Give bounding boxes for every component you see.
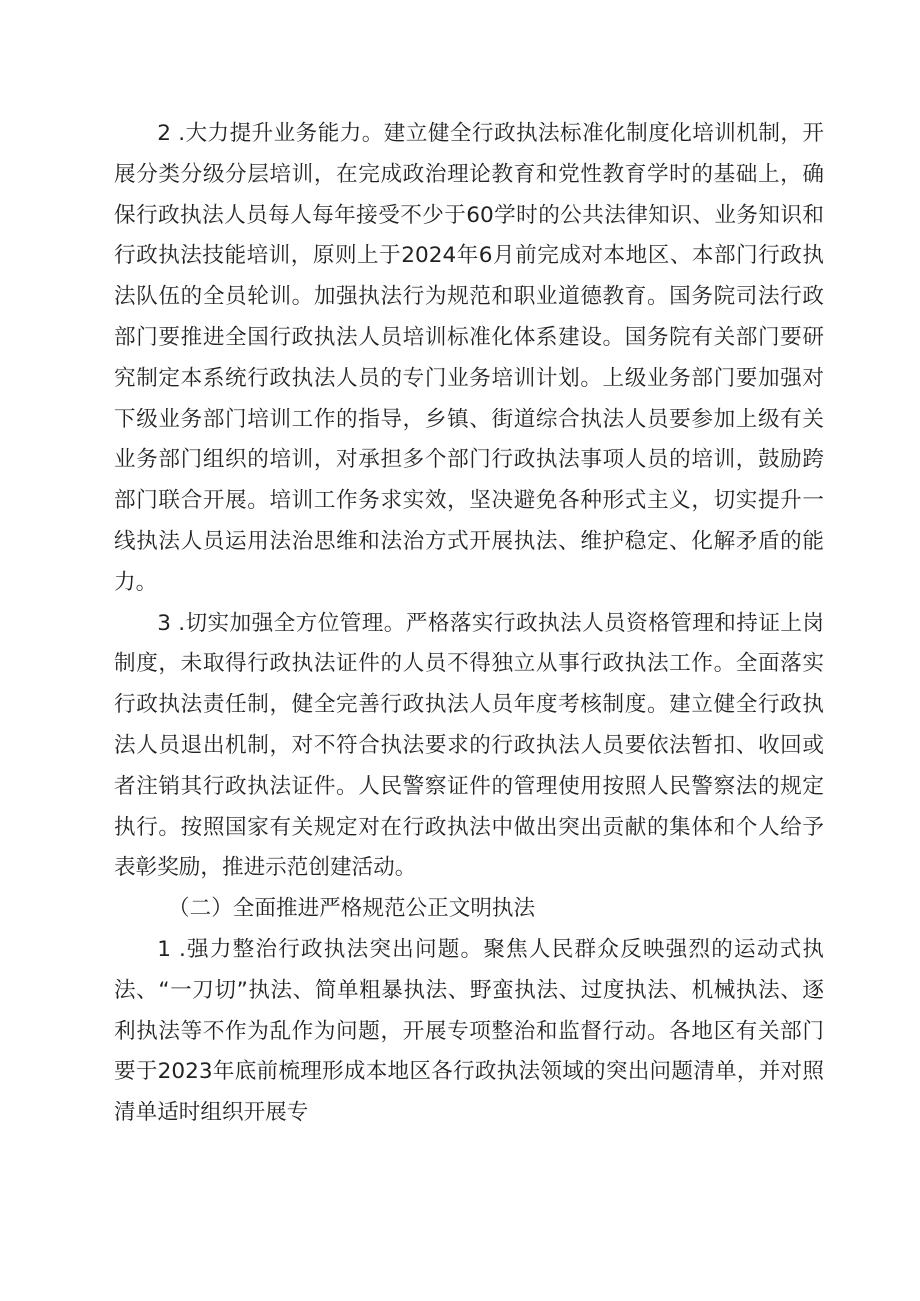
paragraph-1-rectify-problems: 1 .强力整治行政执法突出问题。聚焦人民群众反映强烈的运动式执法、“一刀切”执法、简单粗暴执法、野蛮执法、过度执法、机械执法、逐利执法等不作为乱作为问题，开展专项整治和监督行动。各地区有关部门要于2023年底前梳理形成本地区各行政执法领域的突出问题清单，并对照清单适时组织开展专	[114, 936, 824, 1126]
paragraph-2-business-capability: 2 .大力提升业务能力。建立健全行政执法标准化制度化培训机制，开展分类分级分层培训，在完成政治理论教育和党性教育学时的基础上，确保行政执法人员每人每年接受不少于60学时的公共法律知识、业务知识和行政执法技能培训，原则上于2024年6月前完成对本地区、本部门行政执法队伍的全员轮训。加强执法行为规范和职业道德教育。国务院司法行政部门要推进全国行政执法人员培训标准化体系建设。国务院有关部门要研究制定本系统行政执法人员的专门业务培训计划。上级业务部门要加强对下级业务部门培训工作的指导，乡镇、街道综合执法人员要参加上级有关业务部门组织的培训，对承担多个部门行政执法事项人员的培训，鼓励跨部门联合开展。培训工作务求实效，坚决避免各种形式主义，切实提升一线执法人员运用法治思维和法治方式开展执法、维护稳定、化解矛盾的能力。	[114, 121, 824, 595]
paragraph-3-comprehensive-management: 3 .切实加强全方位管理。严格落实行政执法人员资格管理和持证上岗制度，未取得行政执法证件的人员不得独立从事行政执法工作。全面落实行政执法责任制，健全完善行政执法人员年度考核制度。建立健全行政执法人员退出机制，对不符合执法要求的行政执法人员要依法暂扣、收回或者注销其行政执法证件。人民警察证件的管理使用按照人民警察法的规定执行。按照国家有关规定对在行政执法中做出突出贡献的集体和个人给予表彰奖励，推进示范创建活动。	[114, 610, 824, 881]
section-heading: （二）全面推进严格规范公正文明执法	[168, 896, 536, 922]
